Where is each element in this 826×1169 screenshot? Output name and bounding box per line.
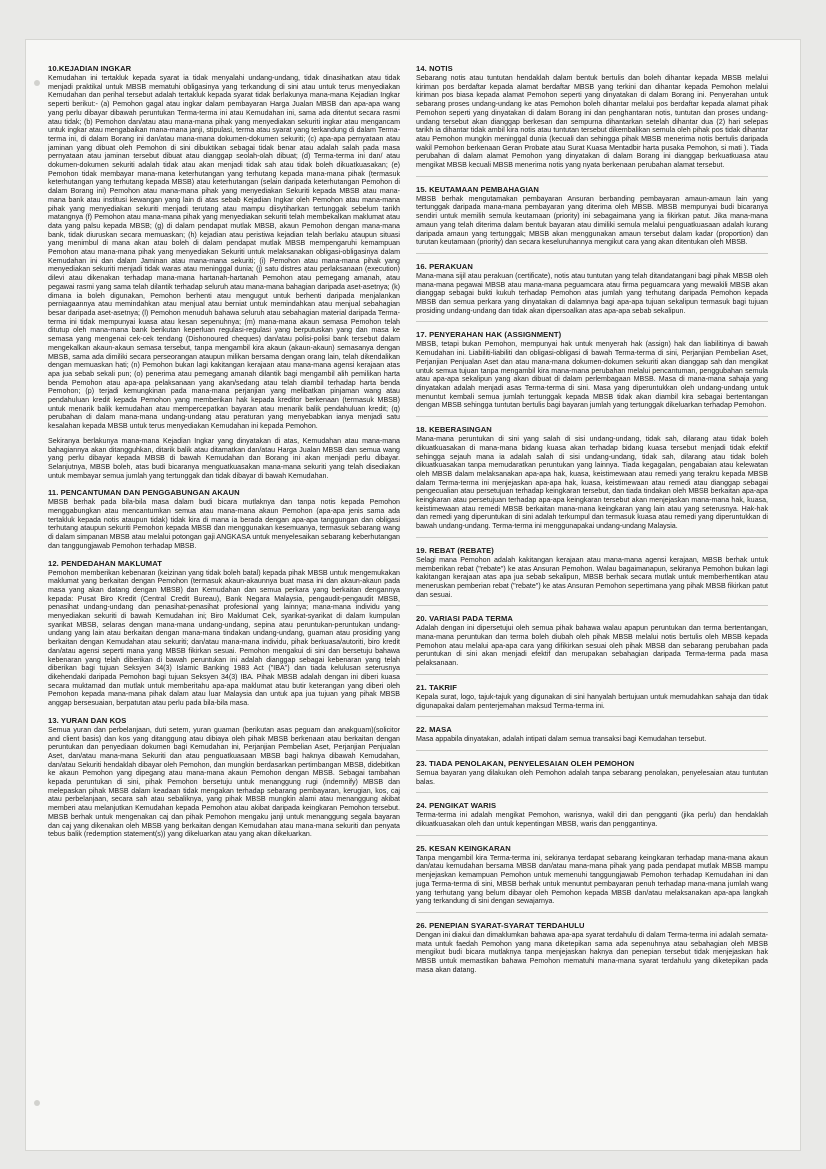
clause-heading: 24. PENGIKAT WARIS (416, 801, 497, 811)
clause-section (48, 716, 400, 839)
section-divider (416, 416, 768, 417)
clause-section (416, 425, 768, 538)
clause-paragraph: Selagi mana Pemohon adalah kakitangan kerajaan atau mana-mana agensi kerajaan, MBSB berhak untuk memberikan rebat ("rebate") ke atas Ansuran Pemohon. Walau bagaimanapun, sekiranya Pemohon bukan lagi kakitangan kerajaan atas apa jua sebab sekalipun, MBSB berhak secara mutlak untuk memberhentikan atau meneruskan pemberian rebat ("rebate") ke atas Ansuran Pemohon sepertimana yang pihak MBSB fikirkan patut dan sesuai. (416, 555, 768, 599)
section-divider (416, 835, 768, 836)
clause-section (416, 64, 768, 177)
clause-heading: 11. PENCANTUMAN DAN PENGGABUNGAN AKAUN (48, 488, 240, 498)
clause-heading: 12. PENDEDAHAN MAKLUMAT (48, 558, 162, 568)
clause-heading: 25. KESAN KEINGKARAN (416, 843, 511, 853)
clause-paragraph: MBSB, tetapi bukan Pemohon, mempunyai hak untuk menyerah hak (assign) hak dan liabilitinya di bawah Kemudahan ini. Liabiliti-liabiliti dan obligasi-obligasi di bawah Terma-terma di sini, Perjanjian Pembelian Aset, Perjanjian Penjualan Aset dan atau mana-mana dokumen-dokumen sekuriti akan dianggap sah dan mengikat untuk semua tujuan tanpa mengambil kira mana-mana perubahan melalui pencantuman, penggubahan semula atau apa-apa sekalipun yang akan dibuat di dalam perlembagaan MBSB. Masa di mana-mana sahaja yang dinyatakan adalah menjadi asas Terma-terma di sini. Masa yang diperuntukkan oleh undang-undang untuk menuntut kembali semua jumlah tertunggak kepada MBSB tidak akan diambil kira sebagai bertentangan dengan MBSB sehingga tuntutan bertulis bagi bayaran jumlah yang tertunggak dikeluarkan terhadap Pemohon. (416, 340, 768, 410)
clause-paragraph: Dengan ini diakui dan dimaklumkan bahawa apa-apa syarat terdahulu di dalam Terma-terma ini adalah semata-mata untuk faedah Pemohon yang mana diketepikan sama ada sepenuhnya atau sebahagian oleh MBSB mengikut budi bicara mutlaknya tanpa menjejaskan haknya dan penepian tersebut tidak menjejaskan hak MBSB untuk memastikan bahawa Pemohon mematuhi mana-mana syarat terdahulu yang diketepikan pada masa akan datang. (416, 931, 768, 974)
document-page (26, 40, 800, 1150)
clause-section (416, 546, 768, 607)
clause-section (416, 801, 768, 835)
section-divider (416, 605, 768, 606)
section-divider (416, 792, 768, 793)
section-divider (416, 750, 768, 751)
clause-section (416, 921, 768, 975)
clause-section (416, 262, 768, 323)
right-column (416, 64, 768, 1144)
clause-heading: 13. YURAN DAN KOS (48, 715, 127, 725)
clause-heading: 20. VARIASI PADA TERMA (416, 614, 513, 624)
clause-paragraph: Tanpa mengambil kira Terma-terma ini, sekiranya terdapat sebarang keingkaran terhadap mana-mana akaun dan/atau kemudahan bersama MBSB dan/atau mana-mana pihak yang pada pendapat mutlak MBSB mampu menjejaskan kemampuan Pemohon untuk memenuhi tanggungjawab Pemohon terhadap Kemudahan ini dan juga Terma-terma di sini, MBSB berhak untuk menuntut pembayaran penuh terhadap mana-mana jumlah wang yang terhutang yang belum dibayar oleh Pemohon kepada MBSB dan/atau melaksanakan apa-apa langkah yang terkandung di sini dengan sewajarnya. (416, 853, 768, 906)
section-divider (416, 912, 768, 913)
clause-paragraph: Sekiranya berlakunya mana-mana Kejadian Ingkar yang dinyatakan di atas, Kemudahan atau mana-mana bahagiannya akan ditangguhkan, ditarik balik atau ditamatkan dan/atau Harga Jualan MBSB dan semua wang yang perlu dibayar kepada MBSB di bawah Kemudahan dan Borang ini akan menjadi perlu dibayar. Selanjutnya, MBSB boleh, atas budi bicaranya menguatkuasakan mana-mana sekuriti yang telah disediakan untuk membayar semua jumlah yang tertunggak dan tidak dibayar di bawah Kemudahan. (48, 436, 400, 480)
section-divider (416, 716, 768, 717)
clause-paragraph: MBSB berhak pada bila-bila masa dalam budi bicara mutlaknya dan tanpa notis kepada Pemohon menggabungkan atau mencantumkan semua atau mana-mana akaun Pemohon (apa-apa jenis sama ada tertakluk kepada notis ataupun tidak) tidak kira di mana ia berada dengan apa-apa tanggungan dan obligasi terhutang ataupun sekuriti Pemohon kepada MBSB dan menggunakan kesemuanya, termasuk sebarang wang di dalam simpanan MBSB atau melalui potongan gaji ANGKASA untuk menyelesaikan sebarang keberhutangan dan tanggungjawab Pemohon terhadap MBSB. (48, 498, 400, 550)
clause-paragraph: MBSB berhak mengutamakan pembayaran Ansuran berbanding pembayaran amaun-amaun lain yang tertunggak daripada mana-mana pembayaran yang diterima oleh MBSB. MBSB mempunyai budi bicaranya sendiri untuk memilih semula keutamaan (priority) ini sebagaimana yang ia fikirkan patut. Jika mana-mana amaun yang telah diterima dalam bentuk bayaran atau dimiliki semula melalui penguatkuasaan adalah kurang daripada amaun yang tertunggak; MBSB akan menggunakan amaun tersebut dalam kadar (proportion) dan turutan keutamaan (priority) dan secara keseluruhannya mengikut cara yang akan ditentukan oleh MBSB. (416, 194, 768, 247)
clause-section (416, 844, 768, 913)
punch-hole (34, 1100, 40, 1106)
clause-heading: 23. TIADA PENOLAKAN, PENYELESAIAN OLEH PEMOHON (416, 758, 635, 768)
section-divider (416, 321, 768, 322)
clause-heading: 22. MASA (416, 725, 452, 735)
clause-paragraph: Kepala surat, logo, tajuk-tajuk yang digunakan di sini hanyalah bertujuan untuk memudahkan sahaja dan tidak digunapakai dalam penterjemahan maksud Terma-terma ini. (416, 692, 768, 710)
clause-heading: 26. PENEPIAN SYARAT-SYARAT TERDAHULU (416, 921, 585, 930)
clause-heading: 16. PERAKUAN (416, 261, 473, 271)
clause-paragraph: Semua bayaran yang dilakukan oleh Pemohon adalah tanpa sebarang penolakan, penyelesaian atau tuntutan balas. (416, 768, 768, 786)
punch-hole (34, 80, 40, 86)
clause-paragraph: Mana-mana sijil atau perakuan (certificate), notis atau tuntutan yang telah ditandatangani bagi pihak MBSB oleh mana-mana pegawai MBSB atau mana-mana peguamcara atau firma peguamcara yang mewakili MBSB akan dianggap sebagai bukti kukuh terhadap Pemohon atas jumlah yang terhutang daripada Pemohon kepada MBSB dan semua perkara yang dinyatakan di dalamnya bagi apa-apa tujuan sekalipun termasuk bagi tujuan prosiding undang-undang dan tidak akan dipersoalkan atas apa-apa sebab sekalipun. (416, 271, 768, 315)
clause-paragraph: Adalah dengan ini dipersetujui oleh semua pihak bahawa walau apapun peruntukan dan terma bertentangan, mana-mana peruntukan dan terma boleh diubah oleh pihak MBSB melalui notis bertulis oleh MBSB kepada Pemohon atau melalui apa-apa cara yang difikirkan sesuai oleh pihak MBSB dan sebarang perubahan pada peruntukan di sini akan menjadi efektif dan merupakan sebahagian daripada Terma-terma pada masa pelaksanaan. (416, 624, 768, 668)
clause-paragraph: Kemudahan ini tertakluk kepada syarat ia tidak menyalahi undang-undang, tidak dinasihatkan atau tidak menjadi praktikal untuk MBSB mematuhi obligasinya yang terkandung di sini atau untuk terus menyediakan Kemudahan dan perihal tersebut adalah tertakluk kepada syarat tidak berlakunya mana-mana Kejadian Ingkar seperti berikut:- (a) Pemohon gagal atau ingkar dalam pembayaran Harga Jualan MBSB dan apa-apa wang yang perlu dibayar dibawah peruntukan Terma-terma ini atau Kemudahan ini, sama ada ditentut secara rasmi atau tidak; (b) Pemohon dan/atau atau mana-mana pihak yang menyediakan sekuriti ingkar atau mengancam untuk ingkar atau mengabaikan mana-mana janji, stipulasi, terma atau syarat yang terkandung di dalam Terma-terma ini, di dalam Borang ini dan/atau mana-mana dokumen-dokumen sekuriti; (c) apa-apa pernyataan atau jaminan yang dibuat oleh Pemohon di sini dibuktikan sebagai tidak benar atau adalah salah pada masa pernyataan atau jaminan tersebut dibuat atau dianggap seolah-olah dibuat; (d) Terma-terma ini dan/ atau dokumen-dokumen sekuriti adalah tidak atau akan menjadi tidak sah atau tidak boleh dikuatkuasakan; (e) Pemohon tidak membayar mana-mana keterhutangan yang terhutang kepada mana-mana pihak (termasuk keterhutangan yang terhutang kepada MBSB) atau keterhutangan (selain daripada keterhutangan Pemohon di dalam Borang ini) Pemohon atau mana-mana pihak yang menyediakan Sekuriti kepada MBSB atau mana-mana bank atau institusi kewangan yang lain di atas sebab Kejadian Ingkar oleh Pemohon atau mana-mana pihak yang menyediakan sekuriti menjadi terutang atau mampu diisytiharkan tertunggak sebelum tarikh matangnya (f) Pemohon atau mana-mana pihak yang menyediakan sekuriti telah membekalkan maklumat atau data yang palsu kepada MBSB; (g) di dalam pendapat mutlak MBSB, akaun Pemohon dengan mana-mana bank, tidak diuruskan secara memuaskan; (h) kejadian atau peristiwa kejadian telah berlaku ataupun situasi yang menimbul di mana akan atau boleh di dalam pendapat mutlak MBSB mempengaruhi kemampuan Pemohon atau mana-mana pihak yang menyediakan Sekuriti untuk melaksanakan obligasi-obligasinya dalam Kemudahan ini dan dalam Jaminan atau mana-mana sekuriti; (i) Pemohon atau mana-mana pihak yang menyediakan sekuriti menjadi tidak waras atau meninggal dunia; (j) satu distres atau perlaksanaan (execution) dilevi atau dikenakan terhadap mana-mana hartanah-hartanah Pemohon atau pemegang amanah, atau pegawai rasmi yang sama telah dilantik terhadap seluruh atau mana-mana bahagian daripada aset-asetnya; (k) dimana ia boleh digunakan, Pemohon berhenti atau mengugut untuk berhenti daripada menjalankan perniagaannya atau memindahkan atau menjual atau berniat untuk memindahkan atau menjual sebahagian besar daripada aset-asetnya; (l) Pemohon menuduh bahawa seluruh atau sebahagian material daripada Terma-terma ini tidak mempunyai kuasa atau kesan sepenuhnya; (m) mana-mana akaun semasa Pemohon telah ditutup oleh mana-mana bank berikutan keperluan regulasi-regulasi yang berputuskan yang dan masa ke semasa yang mengenai cek-cek tendang (Dishonoured cheques) dan/atau polisi-polisi bank tersebut dalam mengekalkan akaun-akaun semasa tersebut, tanpa mengambil kira akaun (akaun-akaun) semasanya dengan MBSB, sama ada dimiliki secara perseorangan ataupun milikan bersama dengan orang lain, telah dikendalikan dengan memuaskan hati; (n) Pemohon bukan lagi kakitangan kerajaan atau mana-mana agensi kerajaan atas apa jua sebab sekali pun; (o) penerima atau pemegang amanah dilantik bagi mengambil alih pemilikan harta benda Pemohon atau apa-apa pelaksanaan yang akan/sedang atau telah diambil terhadap harta benda Pemohon; (p) terjadi kemungkinan pada mana-mana perjanjian yang melibatkan pinjaman wang atau pendahuluan kredit kepada Pemohon yang memberikan hak kepada kreditor berkenaan (termasuk MBSB) untuk menarik balik kemudahan atau mempercepatkan bayaran atau menarik balik pendahuluan kredit; (q) perubahan di dalam mana-mana undang-undang atau peraturan yang menyebabkan ianya menjadi satu kesalahan kepada MBSB untuk terus menyediakan Kemudahan ini kepada Pemohon. (48, 74, 400, 431)
clause-section (416, 330, 768, 417)
section-divider (416, 537, 768, 538)
clause-heading: 15. KEUTAMAAN PEMBAHAGIAN (416, 184, 540, 194)
clause-heading: 18. KEBERASINGAN (416, 425, 492, 435)
clause-paragraph: Semua yuran dan perbelanjaan, duti setem, yuran guaman (berikutan asas peguam dan anakguam)(solicitor and client basis) dan kos yang ditanggung atau dibiaya oleh pihak MBSB berkenaan atau berkaitan dengan peruntukan dan penyediaan dokumen bagi Kemudahan ini, Perjanjian Pembelian Aset, Perjanjian Penjualan Aset, dan/atau mana-mana Sekuriti dan atau penguatkuasaan MBSB bagi haknya dibawah Kemudahan, dan/atau Sekuriti hendaklah dibayar oleh Pemohon, dan mungkin berdasarkan pertimbangan MBSB, didebitkan ke akaun Pemohon yang dipegang atau mana-mana akaun Pemohon dengan MBSB. Sebagai tambahan kepada peruntukan di sini, pihak Pemohon bersetuju untuk menanggung rugi (indemnify) MBSB dan melepaskan pihak MBSB dalam keadaan tidak mengakan terhadap sebarang pembayaran, kerugian, kos, caj atau perbelanjaan, secara sah atau sebaliknya, yang pihak MBSB mungkin alami atau menanggung akibat memberi atau melanjutkan Kemudahan kepada Pemohon atau akibat daripada keingkaran Pemohon tersebut. MBSB berhak untuk mengenakan caj dan pihak Pemohon mengaku janji untuk menanggung segala bayaran dan caj yang dikenakan oleh MBSB yang berkaitan dengan Kemudahan atau mana-mana sekuriti dan penyata tebus balik (redemption statement(s)) yang dikeluarkan atau yang akan dikeluarkan. (48, 725, 400, 839)
clause-heading: 21. TAKRIF (416, 682, 457, 692)
left-column (48, 64, 400, 1144)
clause-section (48, 488, 400, 550)
clause-heading: 10.KEJADIAN INGKAR (48, 64, 132, 73)
clause-heading: 17. PENYERAHAN HAK (ASSIGNMENT) (416, 330, 562, 340)
clause-paragraph: Mana-mana peruntukan di sini yang salah di sisi undang-undang, tidak sah, dilarang atau tidak boleh dikuatkuasakan di mana-mana bidang kuasa akan terhadap bidang kuasa tersebut menjadi tidak efektif sehingga sejauh mana ia adalah salah di sisi undang-undang, tidak sah, dilarang atau tidak boleh dikuatkuasakan tanpa memudaratkan peruntukan yang lainnya. Tiada kegagalan, pengabaian atau kelewatan oleh MBSB dalam melaksanakan apa-apa hak, kuasa, keistimewaan atau remedi yang terakru kepada MBSB dalam Terma-terma ini menjejaskan apa-apa hak, kuasa, keistimewaan atau remedi atau dianggap sebagai pengecualian atau persetujuan terhadap keingkaran tersebut, dan tiada tindakan oleh MBSB berkaitan apa-apa keingkaran atau persetujuan terhadap apa-apa keingkaran tersebut akan menjejaskan mana-mana hak, kuasa, keistimewaan atau remedi MBSB berkaitan mana-mana keingkaran yang lain atau yang seterusnya. Hak-hak dan remedi yang diperuntukan di sini adalah terkumpul dan termasuk kuasa atau remedi yang diperuntukkan di bawah undang-undang. Terma-terma ini menggunapakai undang-undang Malaysia. (416, 435, 768, 531)
clause-heading: 14. NOTIS (416, 64, 453, 73)
clause-section (416, 185, 768, 254)
clause-section (416, 725, 768, 751)
clause-paragraph: Sebarang notis atau tuntutan hendaklah dalam bentuk bertulis dan boleh dihantar kepada MBSB melalui kiriman pos berdaftar kepada alamat berdaftar MBSB yang terkini dan dihantar kepada Pemohon melalui kiriman pos biasa kepada alamat Pemohon seperti yang dinyatakan di dalam Borang ini. Penyerahan untuk sebarang proses undang-undang ke atas Pemohon boleh dihantar melalui pos berdaftar kepada alamat pihak Pemohon seperti yang dinyatakan di dalam Borang ini dan penghantaran notis, tuntutan dan proses undang-undang tersebut akan dianggap berkesan dan sempurna dihantarkan setelah dihantar dua (2) hari selepas tarikh ia dihantar tidak ambil kira notis atau tuntutan tersebut dikembalikan semula oleh pihak pos tidak dihantar atau Pemohon mungkin meninggal dunia (kecuali dan sehingga pihak MBSB menerima notis bertulis daripada wakil Pemohon berkenaan Geran Probate atau Surat Kuasa Mentadbir harta pusaka Pemohon, si mati ). Tiada perubahan di dalam alamat Pemohon yang dinyatakan di dalam Borang ini dianggap berkuatkuasa atau mengikat MBSB kecuali MBSB menerima notis yang nyata berkenaan perubahan alamat tersebut. (416, 74, 768, 170)
section-divider (416, 176, 768, 177)
clause-section (48, 64, 400, 480)
clause-heading: 19. REBAT (REBATE) (416, 545, 494, 555)
clause-section (416, 759, 768, 793)
clause-paragraph: Terma-terma ini adalah mengikat Pemohon, warisnya, wakil diri dan pengganti (jika perlu) dan hendaklah dikuatkuasakan oleh dan untuk kepentingan MBSB, waris dan penggantinya. (416, 811, 768, 829)
clause-section (48, 559, 400, 708)
clause-section (416, 614, 768, 675)
clause-paragraph: Masa appabila dinyatakan, adalah intipati dalam semua transaksi bagi Kemudahan tersebut. (416, 735, 707, 744)
section-divider (416, 674, 768, 675)
clause-paragraph: Pemohon memberikan kebenaran (keizinan yang tidak boleh batal) kepada pihak MBSB untuk mengemukakan maklumat yang berkaitan dengan Pemohon (termasuk akaun-akaunnya buat masa ini dan akaun-akaun pada masa yang akan datang dengan MBSB) dan Kemudahan dan semua perkara yang berkaitan dengannya kepada: Pusat Biro Kredit (Central Credit Bureau), Bank Negara Malaysia, pengaudit-pengaudit MBSB, penasihat undang-undang dan penasihat-penasihat profesional yang lainnya; mana-mana individu yang menyediakan sekuriti di bawah Kemudahan ini; Biro Maklumat Cek, syarikat-syarikat di dalam kumpulan syarikat MBSB, selaras dengan mana-mana undang-undang, sepina atau peruntukan-peruntukan undang-undang yang lain atau berkaitan dengan mana-mana tindakan undang-undang, guaman atau prosiding yang berkaitan dengan Kemudahan atau sekuriti; dan/atau mana-mana individu, pihak berkuasa/autoriti, biro kredit dan/atau agensi seperti mana yang MBSB fikirkan sesuai. Pemohon mengakui di sini dan bersetuju bahawa kebenaran yang telah diberikan di bawah peruntukan ini adalah dianggap sebagai kebenaran yang telah diberikan bagi tujuan Seksyen 34(3) Islamic Banking 1983 Act ("IBA") dan tiada kelulusan seterusnya dikehendaki daripada Pemohon bagi tujuan Seksyen 34(3) IBA. Pihak MBSB adalah dengan ini diberi kuasa secara muktamad dan mutlak untuk memberitahu apa-apa maklumat atau butir keterangan yang diberi oleh Pemohon kepada mana-mana pihak dalam atau luar Malaysia dan untuk apa jua tujuan yang pihak MBSB anggap bersesuaian, berpatutan atau perlu pada bila-bila masa. (48, 568, 400, 708)
clause-section (416, 683, 768, 717)
section-divider (416, 253, 768, 254)
